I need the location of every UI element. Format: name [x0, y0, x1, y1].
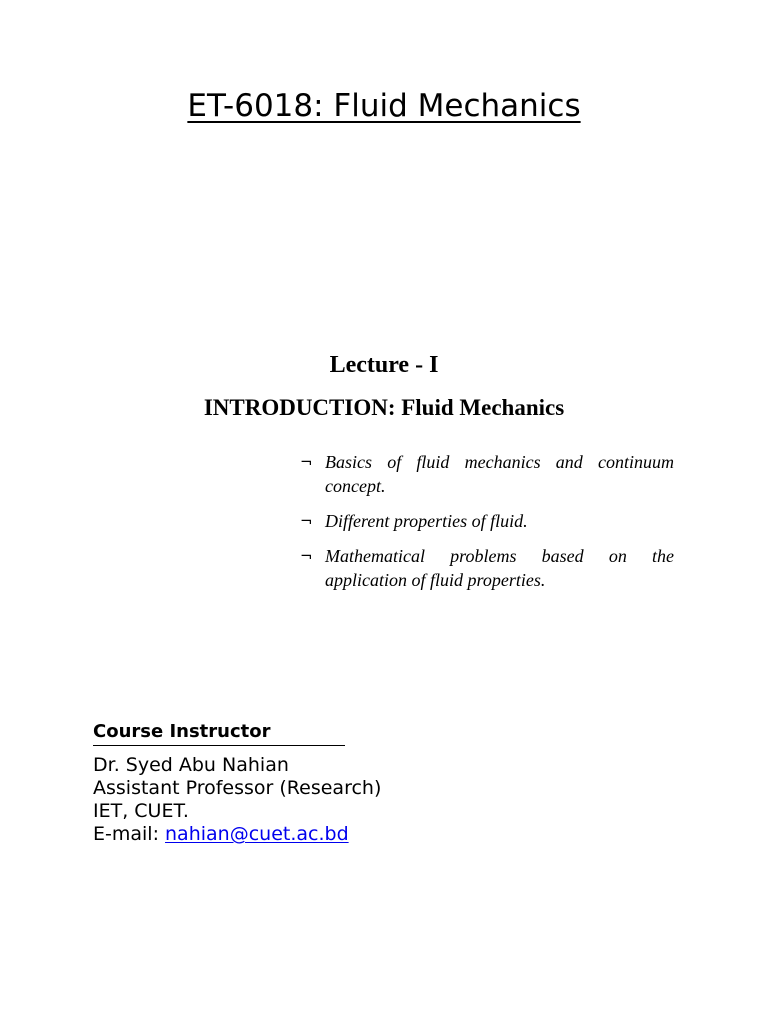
list-item	[300, 450, 674, 498]
email-link[interactable]: nahian@cuet.ac.bd	[165, 823, 349, 845]
list-item	[300, 509, 674, 533]
instructor-name: Dr. Syed Abu Nahian	[93, 754, 289, 776]
instructor-position: Assistant Professor (Research)	[93, 777, 382, 799]
lecture-title: INTRODUCTION: Fluid Mechanics	[203, 395, 565, 420]
topic-list	[300, 450, 674, 603]
course-title	[0, 86, 768, 126]
topic-text: Different properties of fluid.	[325, 511, 528, 531]
email-label: E-mail:	[93, 823, 166, 845]
list-item	[300, 544, 674, 592]
course-title-text: ET-6018: Fluid Mechanics	[187, 88, 581, 124]
bullet-icon: ¬	[300, 453, 313, 471]
lecture-number: Lecture - I	[329, 352, 439, 378]
bullet-icon: ¬	[300, 512, 313, 530]
topic-text: Basics of fluid mechanics and continuum concept.	[325, 452, 674, 496]
instructor-institution: IET, CUET.	[93, 800, 189, 822]
instructor-heading: Course Instructor	[93, 720, 345, 746]
topic-text: Mathematical problems based on the application of fluid properties.	[325, 546, 674, 590]
instructor-email-row	[93, 823, 693, 846]
bullet-icon: ¬	[300, 547, 313, 565]
instructor-block	[93, 720, 693, 846]
